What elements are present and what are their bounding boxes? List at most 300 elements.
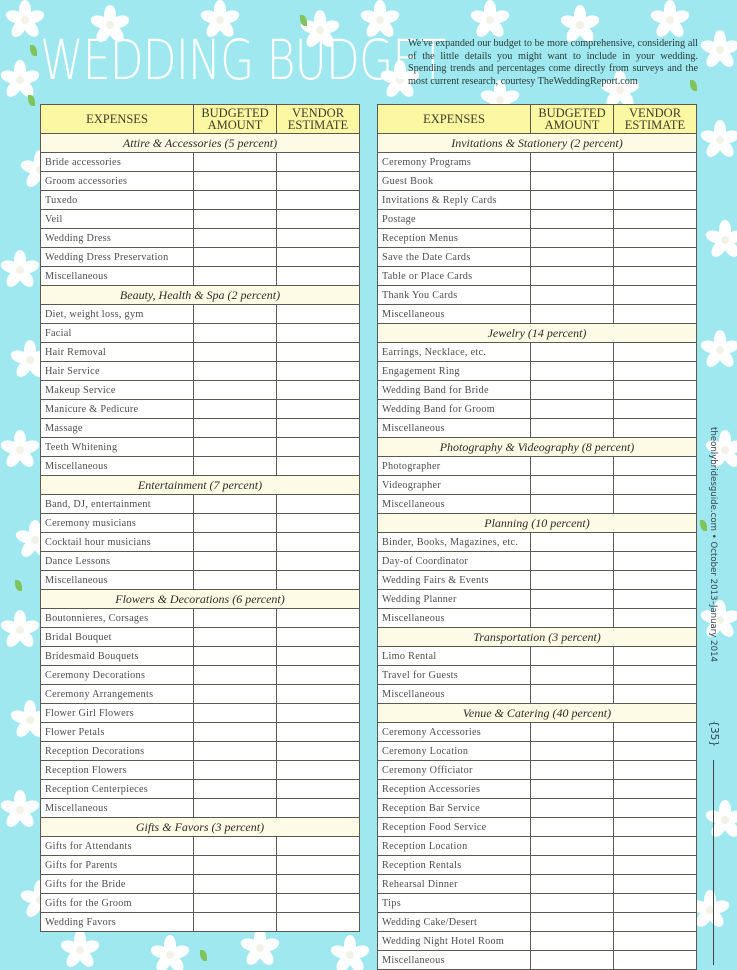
- expense-row: [378, 552, 697, 571]
- budgeted-amount-cell[interactable]: [531, 476, 614, 495]
- vendor-estimate-cell[interactable]: [277, 799, 360, 818]
- budgeted-amount-cell[interactable]: [194, 799, 277, 818]
- budgeted-amount-cell[interactable]: [194, 837, 277, 856]
- budgeted-amount-cell[interactable]: [531, 533, 614, 552]
- expense-label: Table or Place Cards: [378, 267, 531, 286]
- vendor-estimate-cell[interactable]: [614, 552, 697, 571]
- leaf-decoration: [15, 580, 22, 591]
- vendor-estimate-cell[interactable]: [277, 229, 360, 248]
- vendor-estimate-cell[interactable]: [277, 191, 360, 210]
- vendor-estimate-cell[interactable]: [614, 913, 697, 932]
- expense-label: Teeth Whitening: [41, 438, 194, 457]
- vendor-estimate-cell[interactable]: [277, 571, 360, 590]
- budgeted-amount-cell[interactable]: [194, 685, 277, 704]
- expense-row: [41, 799, 360, 818]
- expense-label: Miscellaneous: [41, 457, 194, 476]
- vendor-estimate-cell[interactable]: [614, 609, 697, 628]
- expense-label: Bridesmaid Bouquets: [41, 647, 194, 666]
- page-number: {35}: [708, 720, 720, 747]
- vendor-estimate-cell[interactable]: [277, 457, 360, 476]
- category-row: [378, 134, 697, 153]
- flower-decoration: [470, 0, 510, 40]
- expense-label: Ceremony Officiator: [378, 761, 531, 780]
- column-header-vendor: VENDOR ESTIMATE: [277, 105, 360, 134]
- budgeted-amount-cell[interactable]: [531, 419, 614, 438]
- category-row: [41, 818, 360, 837]
- vendor-estimate-cell[interactable]: [277, 552, 360, 571]
- vendor-estimate-cell[interactable]: [277, 609, 360, 628]
- vendor-estimate-cell[interactable]: [277, 533, 360, 552]
- budgeted-amount-cell[interactable]: [194, 362, 277, 381]
- expense-row: [378, 590, 697, 609]
- expense-label: Band, DJ, entertainment: [41, 495, 194, 514]
- vendor-estimate-cell[interactable]: [614, 932, 697, 951]
- page-title: WEDDING BUDGET: [40, 28, 446, 92]
- expense-row: [41, 628, 360, 647]
- vendor-estimate-cell[interactable]: [614, 533, 697, 552]
- budgeted-amount-cell[interactable]: [531, 400, 614, 419]
- expense-label: Wedding Planner: [378, 590, 531, 609]
- budget-table-left: [40, 104, 360, 932]
- expense-label: Veil: [41, 210, 194, 229]
- expense-row: [41, 552, 360, 571]
- vendor-estimate-cell[interactable]: [614, 647, 697, 666]
- expense-row: [378, 495, 697, 514]
- vendor-estimate-cell[interactable]: [614, 723, 697, 742]
- expense-label: Wedding Dress: [41, 229, 194, 248]
- vendor-estimate-cell[interactable]: [614, 780, 697, 799]
- budgeted-amount-cell[interactable]: [194, 210, 277, 229]
- budgeted-amount-cell[interactable]: [194, 666, 277, 685]
- budgeted-amount-cell[interactable]: [194, 457, 277, 476]
- vendor-estimate-cell[interactable]: [614, 761, 697, 780]
- category-row: [378, 514, 697, 533]
- expense-label: Gifts for Attendants: [41, 837, 194, 856]
- budgeted-amount-cell[interactable]: [194, 647, 277, 666]
- category-title: Beauty, Health & Spa (2 percent): [41, 286, 360, 305]
- category-title: Attire & Accessories (5 percent): [41, 134, 360, 153]
- budgeted-amount-cell[interactable]: [531, 590, 614, 609]
- vendor-estimate-cell[interactable]: [277, 723, 360, 742]
- expense-label: Diet, weight loss, gym: [41, 305, 194, 324]
- vendor-estimate-cell[interactable]: [614, 210, 697, 229]
- vendor-estimate-cell[interactable]: [614, 495, 697, 514]
- vendor-estimate-cell[interactable]: [614, 400, 697, 419]
- category-title: Entertainment (7 percent): [41, 476, 360, 495]
- expense-row: [41, 229, 360, 248]
- budgeted-amount-cell[interactable]: [194, 780, 277, 799]
- budgeted-amount-cell[interactable]: [194, 229, 277, 248]
- expense-label: Reception Centerpieces: [41, 780, 194, 799]
- budgeted-amount-cell[interactable]: [531, 875, 614, 894]
- vendor-estimate-cell[interactable]: [277, 742, 360, 761]
- budgeted-amount-cell[interactable]: [194, 628, 277, 647]
- vendor-estimate-cell[interactable]: [614, 248, 697, 267]
- expense-row: [378, 894, 697, 913]
- budgeted-amount-cell[interactable]: [531, 647, 614, 666]
- vendor-estimate-cell[interactable]: [277, 153, 360, 172]
- expense-row: [378, 419, 697, 438]
- budgeted-amount-cell[interactable]: [531, 685, 614, 704]
- expense-row: [378, 153, 697, 172]
- budgeted-amount-cell[interactable]: [531, 856, 614, 875]
- vendor-estimate-cell[interactable]: [277, 381, 360, 400]
- expense-label: Wedding Dress Preservation: [41, 248, 194, 267]
- expense-row: [41, 609, 360, 628]
- vendor-estimate-cell[interactable]: [277, 362, 360, 381]
- budgeted-amount-cell[interactable]: [531, 191, 614, 210]
- expense-row: [378, 172, 697, 191]
- vendor-estimate-cell[interactable]: [277, 343, 360, 362]
- expense-row: [378, 856, 697, 875]
- expense-row: [378, 571, 697, 590]
- expense-label: Reception Accessories: [378, 780, 531, 799]
- budgeted-amount-cell[interactable]: [531, 267, 614, 286]
- expense-label: Ceremony Accessories: [378, 723, 531, 742]
- budgeted-amount-cell[interactable]: [194, 191, 277, 210]
- expense-label: Bride accessories: [41, 153, 194, 172]
- budgeted-amount-cell[interactable]: [531, 780, 614, 799]
- budgeted-amount-cell[interactable]: [531, 172, 614, 191]
- vendor-estimate-cell[interactable]: [614, 343, 697, 362]
- vendor-estimate-cell[interactable]: [277, 495, 360, 514]
- budgeted-amount-cell[interactable]: [194, 248, 277, 267]
- vendor-estimate-cell[interactable]: [614, 476, 697, 495]
- expense-row: [378, 913, 697, 932]
- vendor-estimate-cell[interactable]: [614, 362, 697, 381]
- budgeted-amount-cell[interactable]: [531, 818, 614, 837]
- expense-label: Groom accessories: [41, 172, 194, 191]
- expense-row: [41, 305, 360, 324]
- flower-decoration: [705, 220, 737, 260]
- vendor-estimate-cell[interactable]: [277, 894, 360, 913]
- category-row: [378, 324, 697, 343]
- expense-row: [41, 343, 360, 362]
- budgeted-amount-cell[interactable]: [531, 343, 614, 362]
- expense-row: [378, 286, 697, 305]
- vendor-estimate-cell[interactable]: [614, 590, 697, 609]
- budgeted-amount-cell[interactable]: [531, 305, 614, 324]
- vendor-estimate-cell[interactable]: [277, 780, 360, 799]
- vendor-estimate-cell[interactable]: [277, 438, 360, 457]
- budgeted-amount-cell[interactable]: [194, 172, 277, 191]
- budgeted-amount-cell[interactable]: [531, 609, 614, 628]
- category-row: [378, 438, 697, 457]
- budgeted-amount-cell[interactable]: [194, 514, 277, 533]
- budgeted-amount-cell[interactable]: [194, 723, 277, 742]
- vendor-estimate-cell[interactable]: [277, 419, 360, 438]
- flower-decoration: [0, 430, 40, 470]
- expense-label: Reception Rentals: [378, 856, 531, 875]
- flower-decoration: [0, 60, 40, 100]
- vendor-estimate-cell[interactable]: [614, 305, 697, 324]
- budgeted-amount-cell[interactable]: [531, 210, 614, 229]
- expense-label: Massage: [41, 419, 194, 438]
- budgeted-amount-cell[interactable]: [194, 533, 277, 552]
- expense-row: [41, 742, 360, 761]
- expense-row: [41, 685, 360, 704]
- expense-row: [41, 362, 360, 381]
- expense-label: Hair Service: [41, 362, 194, 381]
- expense-row: [378, 362, 697, 381]
- expense-label: Miscellaneous: [378, 495, 531, 514]
- vendor-estimate-cell[interactable]: [614, 856, 697, 875]
- budgeted-amount-cell[interactable]: [531, 153, 614, 172]
- expense-row: [41, 457, 360, 476]
- budgeted-amount-cell[interactable]: [531, 248, 614, 267]
- budgeted-amount-cell[interactable]: [531, 932, 614, 951]
- expense-row: [378, 191, 697, 210]
- budgeted-amount-cell[interactable]: [194, 267, 277, 286]
- expense-row: [378, 533, 697, 552]
- budgeted-amount-cell[interactable]: [194, 704, 277, 723]
- expense-row: [378, 305, 697, 324]
- expense-label: Guest Book: [378, 172, 531, 191]
- expense-label: Rehearsal Dinner: [378, 875, 531, 894]
- flower-decoration: [0, 790, 40, 830]
- vendor-estimate-cell[interactable]: [277, 647, 360, 666]
- vendor-estimate-cell[interactable]: [277, 875, 360, 894]
- expense-label: Manicure & Pedicure: [41, 400, 194, 419]
- expense-label: Postage: [378, 210, 531, 229]
- budgeted-amount-cell[interactable]: [194, 856, 277, 875]
- budgeted-amount-cell[interactable]: [194, 571, 277, 590]
- budgeted-amount-cell[interactable]: [531, 362, 614, 381]
- expense-label: Boutonnieres, Corsages: [41, 609, 194, 628]
- flower-decoration: [5, 0, 45, 40]
- expense-row: [41, 210, 360, 229]
- expense-row: [378, 837, 697, 856]
- vendor-estimate-cell[interactable]: [614, 286, 697, 305]
- expense-label: Wedding Cake/Desert: [378, 913, 531, 932]
- expense-row: [41, 704, 360, 723]
- expense-row: [378, 685, 697, 704]
- vendor-estimate-cell[interactable]: [614, 742, 697, 761]
- expense-row: [378, 343, 697, 362]
- expense-row: [378, 381, 697, 400]
- expense-label: Limo Rental: [378, 647, 531, 666]
- category-row: [41, 286, 360, 305]
- expense-label: Thank You Cards: [378, 286, 531, 305]
- expense-label: Reception Flowers: [41, 761, 194, 780]
- expense-label: Miscellaneous: [378, 951, 531, 970]
- vendor-estimate-cell[interactable]: [277, 267, 360, 286]
- expense-row: [41, 761, 360, 780]
- expense-row: [41, 837, 360, 856]
- expense-row: [41, 400, 360, 419]
- budgeted-amount-cell[interactable]: [531, 951, 614, 970]
- vendor-estimate-cell[interactable]: [614, 571, 697, 590]
- expense-row: [378, 229, 697, 248]
- budgeted-amount-cell[interactable]: [194, 153, 277, 172]
- expense-row: [378, 457, 697, 476]
- budgeted-amount-cell[interactable]: [194, 913, 277, 932]
- vendor-estimate-cell[interactable]: [277, 400, 360, 419]
- budgeted-amount-cell[interactable]: [194, 894, 277, 913]
- budgeted-amount-cell[interactable]: [531, 742, 614, 761]
- vendor-estimate-cell[interactable]: [614, 172, 697, 191]
- category-title: Photography & Videography (8 percent): [378, 438, 697, 457]
- expense-label: Ceremony musicians: [41, 514, 194, 533]
- vendor-estimate-cell[interactable]: [614, 419, 697, 438]
- budgeted-amount-cell[interactable]: [531, 723, 614, 742]
- expense-row: [378, 210, 697, 229]
- budgeted-amount-cell[interactable]: [194, 438, 277, 457]
- budgeted-amount-cell[interactable]: [194, 742, 277, 761]
- vendor-estimate-cell[interactable]: [277, 628, 360, 647]
- flower-decoration: [700, 30, 737, 70]
- expense-label: Bridal Bouquet: [41, 628, 194, 647]
- expense-label: Dance Lessons: [41, 552, 194, 571]
- vendor-estimate-cell[interactable]: [277, 210, 360, 229]
- expense-row: [378, 818, 697, 837]
- expense-label: Travel for Guests: [378, 666, 531, 685]
- category-title: Gifts & Favors (3 percent): [41, 818, 360, 837]
- budgeted-amount-cell[interactable]: [531, 286, 614, 305]
- budget-table-right: [377, 104, 697, 970]
- expense-label: Ceremony Decorations: [41, 666, 194, 685]
- expense-label: Cocktail hour musicians: [41, 533, 194, 552]
- expense-row: [378, 875, 697, 894]
- vendor-estimate-cell[interactable]: [614, 191, 697, 210]
- expense-row: [41, 153, 360, 172]
- vendor-estimate-cell[interactable]: [277, 666, 360, 685]
- expense-label: Miscellaneous: [378, 685, 531, 704]
- category-title: Transportation (3 percent): [378, 628, 697, 647]
- vendor-estimate-cell[interactable]: [277, 704, 360, 723]
- budgeted-amount-cell[interactable]: [194, 381, 277, 400]
- expense-row: [41, 666, 360, 685]
- category-row: [378, 704, 697, 723]
- budgeted-amount-cell[interactable]: [194, 495, 277, 514]
- budgeted-amount-cell[interactable]: [531, 552, 614, 571]
- expense-row: [378, 647, 697, 666]
- expense-label: Reception Bar Service: [378, 799, 531, 818]
- vendor-estimate-cell[interactable]: [614, 837, 697, 856]
- budgeted-amount-cell[interactable]: [194, 609, 277, 628]
- budgeted-amount-cell[interactable]: [194, 761, 277, 780]
- vendor-estimate-cell[interactable]: [614, 799, 697, 818]
- flower-decoration: [705, 800, 737, 840]
- budgeted-amount-cell[interactable]: [194, 324, 277, 343]
- vendor-estimate-cell[interactable]: [277, 685, 360, 704]
- expense-label: Flower Petals: [41, 723, 194, 742]
- vendor-estimate-cell[interactable]: [614, 666, 697, 685]
- budgeted-amount-cell[interactable]: [531, 571, 614, 590]
- vendor-estimate-cell[interactable]: [277, 172, 360, 191]
- expense-row: [378, 761, 697, 780]
- expense-label: Reception Food Service: [378, 818, 531, 837]
- expense-label: Ceremony Programs: [378, 153, 531, 172]
- category-title: Venue & Catering (40 percent): [378, 704, 697, 723]
- expense-label: Wedding Fairs & Events: [378, 571, 531, 590]
- budgeted-amount-cell[interactable]: [531, 666, 614, 685]
- category-row: [41, 134, 360, 153]
- expense-label: Gifts for the Groom: [41, 894, 194, 913]
- budgeted-amount-cell[interactable]: [194, 419, 277, 438]
- budgeted-amount-cell[interactable]: [531, 761, 614, 780]
- column-header-expenses: EXPENSES: [41, 105, 194, 134]
- vendor-estimate-cell[interactable]: [277, 913, 360, 932]
- expense-label: Tips: [378, 894, 531, 913]
- expense-label: Wedding Favors: [41, 913, 194, 932]
- budgeted-amount-cell[interactable]: [194, 875, 277, 894]
- expense-row: [41, 248, 360, 267]
- budgeted-amount-cell[interactable]: [531, 229, 614, 248]
- expense-label: Miscellaneous: [378, 609, 531, 628]
- expense-label: Invitations & Reply Cards: [378, 191, 531, 210]
- vendor-estimate-cell[interactable]: [277, 856, 360, 875]
- budgeted-amount-cell[interactable]: [531, 913, 614, 932]
- vendor-estimate-cell[interactable]: [614, 381, 697, 400]
- flower-decoration: [0, 250, 40, 290]
- expense-label: Earrings, Necklace, etc.: [378, 343, 531, 362]
- category-row: [41, 476, 360, 495]
- flower-decoration: [0, 610, 40, 650]
- vendor-estimate-cell[interactable]: [277, 305, 360, 324]
- expense-row: [378, 742, 697, 761]
- column-header-budgeted: BUDGETED AMOUNT: [531, 105, 614, 134]
- expense-row: [378, 780, 697, 799]
- vendor-estimate-cell[interactable]: [614, 894, 697, 913]
- vendor-estimate-cell[interactable]: [277, 324, 360, 343]
- budgeted-amount-cell[interactable]: [194, 343, 277, 362]
- column-header-budgeted: BUDGETED AMOUNT: [194, 105, 277, 134]
- column-header-vendor: VENDOR ESTIMATE: [614, 105, 697, 134]
- budgeted-amount-cell[interactable]: [531, 894, 614, 913]
- expense-row: [41, 571, 360, 590]
- budgeted-amount-cell[interactable]: [531, 837, 614, 856]
- category-row: [378, 628, 697, 647]
- expense-label: Reception Menus: [378, 229, 531, 248]
- category-title: Planning (10 percent): [378, 514, 697, 533]
- vendor-estimate-cell[interactable]: [614, 818, 697, 837]
- budgeted-amount-cell[interactable]: [194, 552, 277, 571]
- vendor-estimate-cell[interactable]: [614, 685, 697, 704]
- expense-label: Miscellaneous: [41, 571, 194, 590]
- vendor-estimate-cell[interactable]: [614, 875, 697, 894]
- vendor-estimate-cell[interactable]: [277, 248, 360, 267]
- vendor-estimate-cell[interactable]: [614, 229, 697, 248]
- expense-label: Miscellaneous: [41, 267, 194, 286]
- vendor-estimate-cell[interactable]: [277, 514, 360, 533]
- vendor-estimate-cell[interactable]: [614, 951, 697, 970]
- expense-label: Miscellaneous: [378, 305, 531, 324]
- expense-row: [41, 324, 360, 343]
- vendor-estimate-cell[interactable]: [614, 153, 697, 172]
- expense-row: [378, 723, 697, 742]
- budgeted-amount-cell[interactable]: [531, 381, 614, 400]
- expense-row: [378, 951, 697, 970]
- expense-label: Reception Decorations: [41, 742, 194, 761]
- expense-row: [41, 913, 360, 932]
- vendor-estimate-cell[interactable]: [277, 761, 360, 780]
- budgeted-amount-cell[interactable]: [531, 799, 614, 818]
- budgeted-amount-cell[interactable]: [194, 305, 277, 324]
- expense-label: Makeup Service: [41, 381, 194, 400]
- expense-row: [378, 248, 697, 267]
- vendor-estimate-cell[interactable]: [614, 267, 697, 286]
- vendor-estimate-cell[interactable]: [614, 457, 697, 476]
- expense-label: Engagement Ring: [378, 362, 531, 381]
- expense-label: Flower Girl Flowers: [41, 704, 194, 723]
- column-header-expenses: EXPENSES: [378, 105, 531, 134]
- budgeted-amount-cell[interactable]: [194, 400, 277, 419]
- expense-row: [378, 666, 697, 685]
- budgeted-amount-cell[interactable]: [531, 495, 614, 514]
- budgeted-amount-cell[interactable]: [531, 457, 614, 476]
- vendor-estimate-cell[interactable]: [277, 837, 360, 856]
